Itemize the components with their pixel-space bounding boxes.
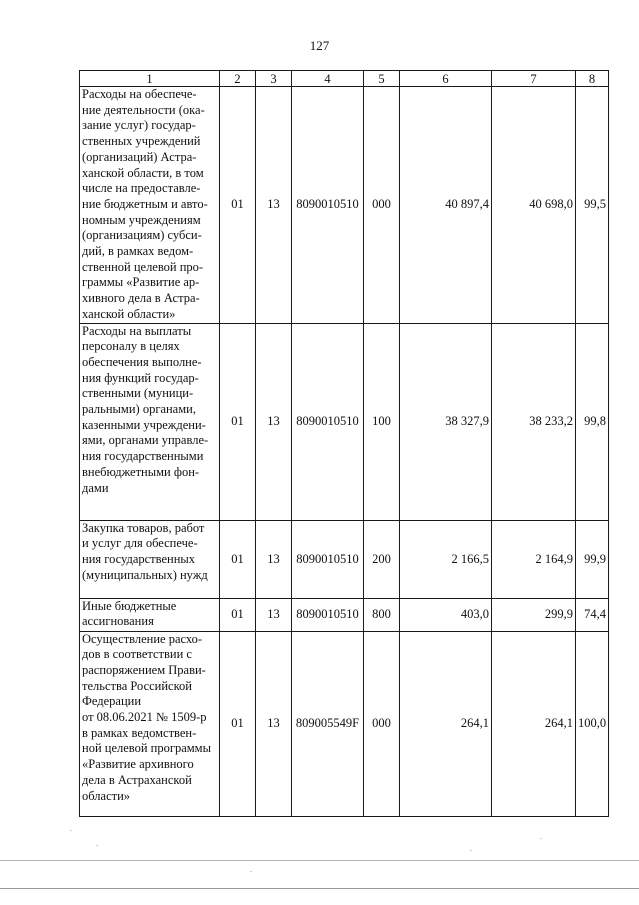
row-section: 01 bbox=[220, 598, 256, 631]
row-description: Иные бюджетные ассигнования bbox=[80, 598, 220, 631]
row-expense-type: 200 bbox=[364, 520, 400, 598]
table-row bbox=[80, 520, 609, 598]
scan-speck bbox=[470, 850, 472, 851]
row-description: Расходы на обеспече- ние деятельности (ока- зание услуг) государ- ственных учреждений (организаций) Астра- ханской области, в том числе на предоставле- ние бюджетным и авто- номным учреждениям (организациям) субси- дий, в рамках ведом- ственной целевой про- граммы «Развитие ар- хивного дела в Астра- ханской области» bbox=[80, 87, 220, 324]
row-percent: 99,5 bbox=[576, 87, 609, 324]
scan-speck bbox=[70, 830, 72, 831]
header-col-2: 2 bbox=[220, 71, 256, 87]
row-subsection: 13 bbox=[256, 323, 292, 520]
header-col-3: 3 bbox=[256, 71, 292, 87]
row-percent: 99,9 bbox=[576, 520, 609, 598]
scan-speck bbox=[96, 845, 98, 846]
row-actual-amount: 40 698,0 bbox=[492, 87, 576, 324]
row-planned-amount: 403,0 bbox=[400, 598, 492, 631]
row-expense-type: 100 bbox=[364, 323, 400, 520]
row-expense-type: 000 bbox=[364, 87, 400, 324]
row-subsection: 13 bbox=[256, 520, 292, 598]
row-target-code: 8090010510 bbox=[292, 520, 364, 598]
row-planned-amount: 2 166,5 bbox=[400, 520, 492, 598]
table-row bbox=[80, 87, 609, 324]
header-col-5: 5 bbox=[364, 71, 400, 87]
header-col-7: 7 bbox=[492, 71, 576, 87]
row-actual-amount: 299,9 bbox=[492, 598, 576, 631]
row-percent: 99,8 bbox=[576, 323, 609, 520]
row-target-code: 809005549F bbox=[292, 631, 364, 816]
row-section: 01 bbox=[220, 323, 256, 520]
scan-bottom-edge bbox=[0, 888, 639, 889]
row-subsection: 13 bbox=[256, 631, 292, 816]
table-row bbox=[80, 598, 609, 631]
header-col-4: 4 bbox=[292, 71, 364, 87]
row-subsection: 13 bbox=[256, 598, 292, 631]
row-target-code: 8090010510 bbox=[292, 323, 364, 520]
row-target-code: 8090010510 bbox=[292, 598, 364, 631]
row-actual-amount: 38 233,2 bbox=[492, 323, 576, 520]
page-number: 127 bbox=[309, 38, 330, 53]
row-actual-amount: 264,1 bbox=[492, 631, 576, 816]
row-section: 01 bbox=[220, 87, 256, 324]
row-percent: 74,4 bbox=[576, 598, 609, 631]
row-expense-type: 000 bbox=[364, 631, 400, 816]
scan-speck bbox=[250, 871, 252, 872]
header-col-8: 8 bbox=[576, 71, 609, 87]
row-description: Закупка товаров, работ и услуг для обеспече- ния государственных (муниципальных) нужд bbox=[80, 520, 220, 598]
header-col-6: 6 bbox=[400, 71, 492, 87]
row-description: Осуществление расхо- дов в соответствии с распоряжением Прави- тельства Российской Федерации от 08.06.2021 № 1509-р в рамках ведомствен- ной целевой программы «Развитие архивного дела в Астраханской области» bbox=[80, 631, 220, 816]
row-planned-amount: 264,1 bbox=[400, 631, 492, 816]
row-target-code: 8090010510 bbox=[292, 87, 364, 324]
table-row bbox=[80, 631, 609, 816]
row-section: 01 bbox=[220, 520, 256, 598]
row-subsection: 13 bbox=[256, 87, 292, 324]
table-header-row bbox=[80, 71, 609, 87]
row-description: Расходы на выплаты персоналу в целях обеспечения выполне- ния функций государ- ственными (муници- pальными) органами, казенными учреждени- ями, органами управле- ния государственными внебюджетными фон- дами bbox=[80, 323, 220, 520]
row-section: 01 bbox=[220, 631, 256, 816]
row-planned-amount: 40 897,4 bbox=[400, 87, 492, 324]
budget-table bbox=[79, 70, 609, 817]
scan-divider bbox=[0, 860, 639, 861]
row-planned-amount: 38 327,9 bbox=[400, 323, 492, 520]
scan-speck bbox=[540, 838, 542, 839]
row-expense-type: 800 bbox=[364, 598, 400, 631]
header-col-1: 1 bbox=[80, 71, 220, 87]
row-actual-amount: 2 164,9 bbox=[492, 520, 576, 598]
row-percent: 100,0 bbox=[576, 631, 609, 816]
table-row bbox=[80, 323, 609, 520]
